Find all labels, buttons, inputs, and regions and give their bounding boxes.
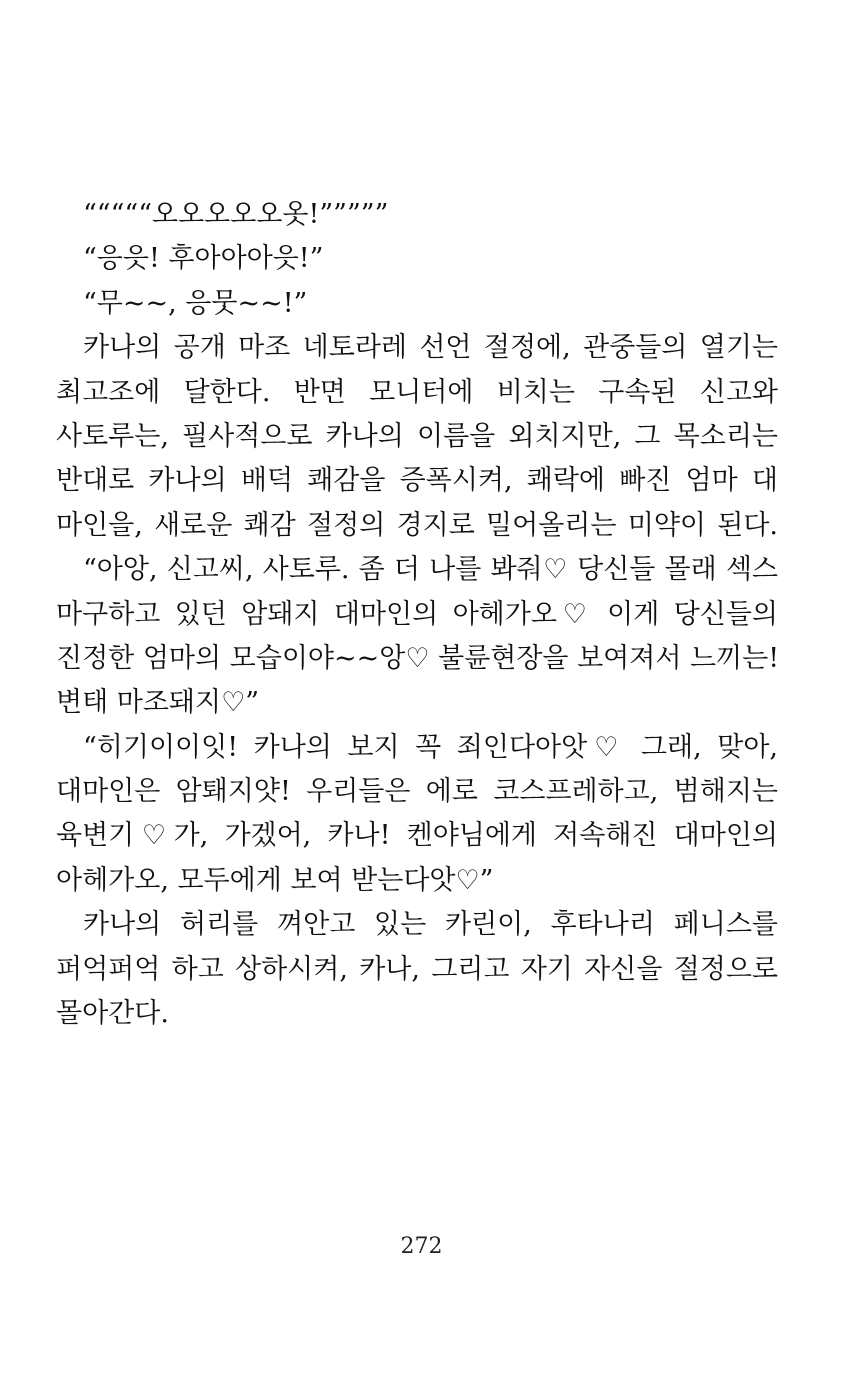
text-line: 육변기♡가, 가겠어, 카나! 켄야님에게 저속해진 대마인의 [56,820,778,852]
text-line: “무~~, 응뭇~~!” [83,287,308,319]
text-line: “응읏! 후아아아읏!” [83,243,324,275]
text-line: “““““오오오오오옷!””””” [83,199,389,230]
text-line: 반대로 카나의 배덕 쾌감을 증폭시켜, 쾌락에 빠진 엄마 대 [56,465,778,497]
text-line: 변태 마조돼지♡” [56,687,260,719]
text-line: 마구하고 있던 암돼지 대마인의 아헤가오♡ 이게 당신들의 [56,598,778,630]
text-line: 카나의 허리를 껴안고 있는 카린이, 후타나리 페니스를 [83,909,778,941]
text-line: 진정한 엄마의 모습이야~~앙♡ 불륜현장을 보여져서 느끼는! [56,642,780,674]
text-line: 마인을, 새로운 쾌감 절정의 경지로 밀어올리는 미약이 된다. [56,509,778,541]
text-line: 대마인은 암퇘지얏! 우리들은 에로 코스프레하고, 범해지는 [56,776,778,808]
text-line: 몰아간다. [56,998,169,1030]
text-line: 카나의 공개 마조 네토라레 선언 절정에, 관중들의 열기는 [83,332,778,364]
text-line: 사토루는, 필사적으로 카나의 이름을 외치지만, 그 목소리는 [56,420,778,452]
text-line: “아앙, 신고씨, 사토루. 좀 더 나를 봐줘♡ 당신들 몰래 섹스 [83,554,778,586]
text-line: 퍼억퍼억 하고 상하시켜, 카나, 그리고 자기 자신을 절정으로 [56,953,778,985]
text-line: “히기이이잇! 카나의 보지 꼭 죄인다아앗♡ 그래, 맞아, [83,731,778,763]
text-line: 최고조에 달한다. 반면 모니터에 비치는 구속된 신고와 [56,376,778,408]
body-text [56,193,778,1036]
text-line: 아헤가오, 모두에게 보여 받는다앗♡” [56,864,494,896]
page-number: 272 [400,1234,443,1259]
